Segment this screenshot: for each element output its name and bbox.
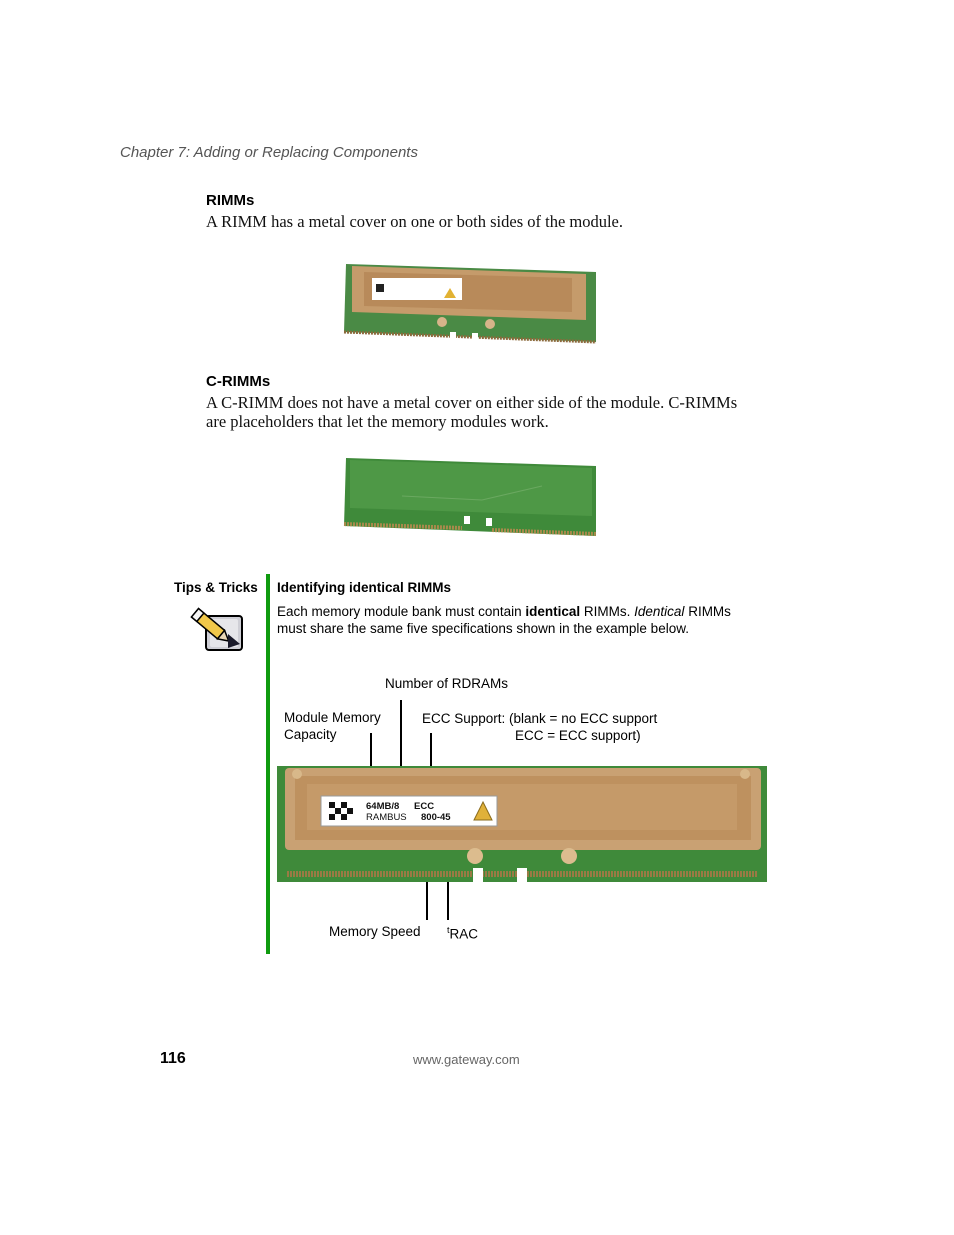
rimm-module-image — [342, 258, 598, 346]
callout-module-memory-line1: Module Memory — [284, 710, 381, 725]
chapter-header: Chapter 7: Adding or Replacing Components — [120, 144, 418, 161]
tips-paragraph-line1 — [277, 603, 731, 620]
pencil-icon — [188, 604, 246, 654]
page-number: 116 — [160, 1050, 186, 1067]
crimms-heading: C-RIMMs — [206, 373, 271, 390]
tips-divider-bar — [266, 574, 270, 954]
trac-label: RAC — [449, 926, 479, 942]
callout-trac — [447, 922, 478, 943]
tips-text-identical-italic: Identical — [634, 604, 685, 619]
rimms-heading: RIMMs — [206, 192, 255, 209]
tips-text-e: RIMMs — [684, 604, 731, 619]
tips-paragraph-line2: must share the same five specifications shown in the example below. — [277, 621, 689, 636]
tips-text-c: RIMMs. — [580, 604, 635, 619]
crimms-text-line1: A C-RIMM does not have a metal cover on either side of the module. C-RIMMs — [206, 393, 738, 412]
callout-memory-speed: Memory Speed — [329, 924, 421, 939]
rimm-diagram-module — [277, 766, 769, 884]
tips-text-a: Each memory module bank must contain — [277, 604, 526, 619]
crimms-text-line2: are placeholders that let the memory modules work. — [206, 412, 549, 431]
label-capacity: 64MB/8 — [366, 801, 400, 812]
callout-ecc-line1: ECC Support: (blank = no ECC support — [422, 711, 658, 726]
trac-sup: t — [447, 925, 450, 935]
crimm-module-image — [342, 456, 598, 540]
label-brand: RAMBUS — [366, 812, 407, 823]
label-speed: 800-45 — [421, 812, 451, 823]
callout-module-memory-line2: Capacity — [284, 727, 337, 742]
tips-label: Tips & Tricks — [174, 580, 258, 595]
callout-ecc-line2: ECC = ECC support) — [515, 728, 641, 743]
label-ecc: ECC — [414, 801, 435, 812]
rimms-text: A RIMM has a metal cover on one or both sides of the module. — [206, 212, 624, 231]
tips-title: Identifying identical RIMMs — [277, 580, 452, 595]
tips-text-identical: identical — [525, 604, 581, 619]
footer-url[interactable]: www.gateway.com — [413, 1052, 520, 1067]
callout-number-of-rdrams: Number of RDRAMs — [385, 676, 509, 691]
